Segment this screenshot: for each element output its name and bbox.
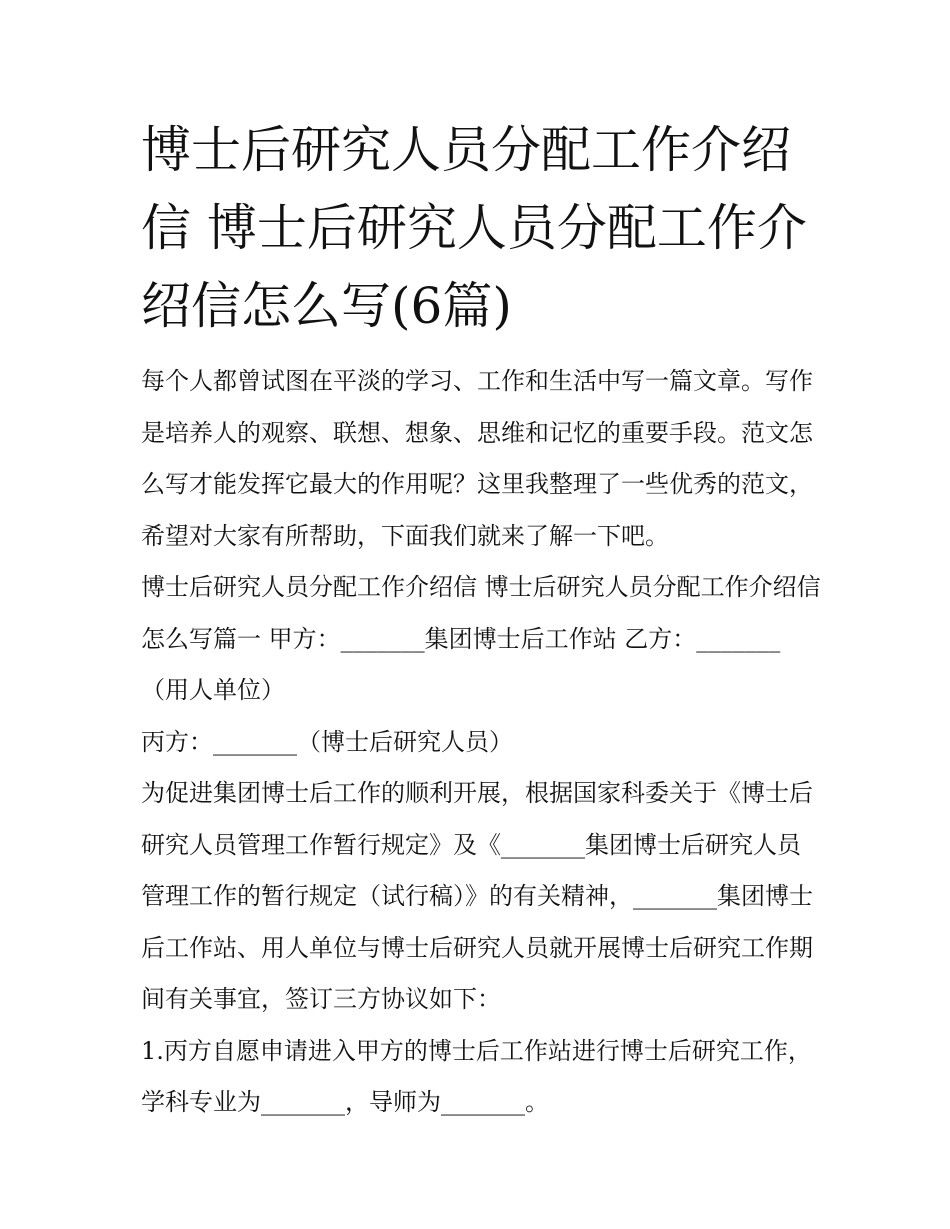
heading-paragraph: 博士后研究人员分配工作介绍信 博士后研究人员分配工作介绍信怎么写篇一 甲方：_______集团博士后工作站 乙方：_______（用人单位）	[141, 573, 821, 704]
agreement-paragraph: 为促进集团博士后工作的顺利开展，根据国家科委关于《博士后研究人员管理工作暂行规定》及《_______集团博士后研究人员管理工作的暂行规定（试行稿）》的有关精神，_______集团博士后工作站、用人单位与博士后研究人员就开展博士后研究工作期间有关事宜，签订三方协议如下：	[141, 779, 813, 1013]
clause-1-paragraph: 1.丙方自愿申请进入甲方的博士后工作站进行博士后研究工作，学科专业为_______，导师为_______。	[141, 1036, 812, 1116]
party-c-paragraph: 丙方：_______（博士后研究人员）	[141, 727, 513, 756]
intro-paragraph: 每个人都曾试图在平淡的学习、工作和生活中写一篇文章。写作是培养人的观察、联想、想象、思维和记忆的重要手段。范文怎么写才能发挥它最大的作用呢？这里我整理了一些优秀的范文，希望对大家有所帮助，下面我们就来了解一下吧。	[141, 367, 813, 550]
document-title: 博士后研究人员分配工作介绍信 博士后研究人员分配工作介绍信怎么写(6篇)	[141, 121, 807, 335]
document-body	[141, 356, 821, 1129]
